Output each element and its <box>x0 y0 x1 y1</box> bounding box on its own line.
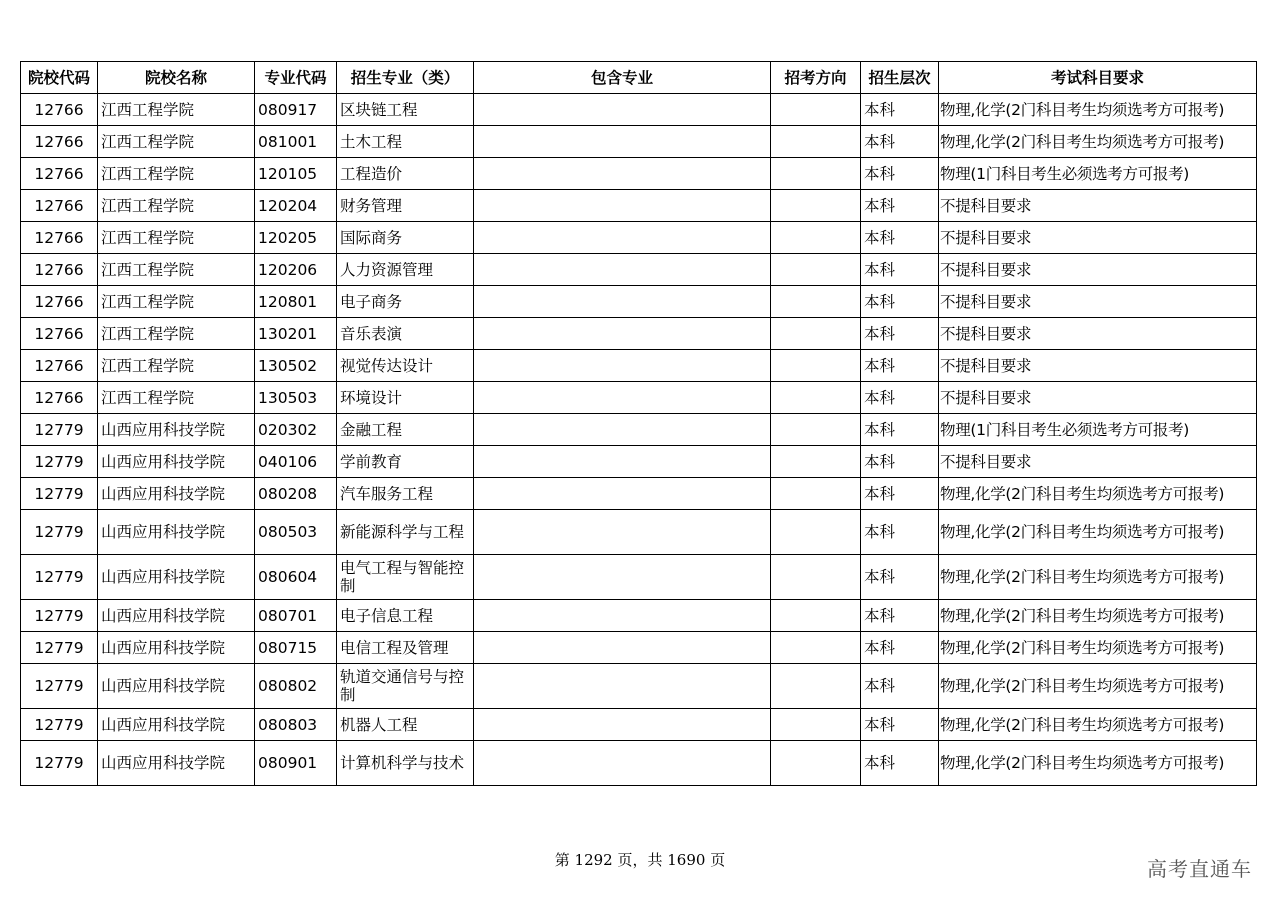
cell-major-code: 080208 <box>255 478 337 510</box>
cell-school-code: 12779 <box>21 555 98 600</box>
cell-school-name: 山西应用科技学院 <box>98 632 255 664</box>
cell-included-majors <box>474 709 771 741</box>
cell-major-code: 120205 <box>255 222 337 254</box>
cell-direction <box>771 632 861 664</box>
cell-requirement: 物理,化学(2门科目考生均须选考方可报考) <box>939 664 1257 709</box>
cell-level: 本科 <box>861 446 939 478</box>
cell-level: 本科 <box>861 222 939 254</box>
cell-major: 财务管理 <box>337 190 474 222</box>
cell-included-majors <box>474 446 771 478</box>
cell-school-name: 江西工程学院 <box>98 158 255 190</box>
header-major-code: 专业代码 <box>255 62 337 94</box>
table-row <box>21 555 1257 600</box>
header-included-majors: 包含专业 <box>474 62 771 94</box>
cell-major-code: 040106 <box>255 446 337 478</box>
cell-included-majors <box>474 126 771 158</box>
cell-level: 本科 <box>861 555 939 600</box>
table-row <box>21 158 1257 190</box>
cell-school-name: 江西工程学院 <box>98 318 255 350</box>
table-row <box>21 222 1257 254</box>
cell-requirement: 不提科目要求 <box>939 446 1257 478</box>
cell-school-code: 12779 <box>21 664 98 709</box>
cell-school-code: 12779 <box>21 446 98 478</box>
header-requirement: 考试科目要求 <box>939 62 1257 94</box>
cell-major: 电气工程与智能控制 <box>337 555 474 600</box>
header-school-name: 院校名称 <box>98 62 255 94</box>
cell-school-name: 江西工程学院 <box>98 254 255 286</box>
cell-included-majors <box>474 510 771 555</box>
table-row <box>21 478 1257 510</box>
cell-major: 新能源科学与工程 <box>337 510 474 555</box>
cell-included-majors <box>474 286 771 318</box>
cell-requirement: 物理(1门科目考生必须选考方可报考) <box>939 414 1257 446</box>
cell-major-code: 120206 <box>255 254 337 286</box>
cell-requirement: 不提科目要求 <box>939 318 1257 350</box>
cell-included-majors <box>474 555 771 600</box>
cell-requirement: 物理,化学(2门科目考生均须选考方可报考) <box>939 709 1257 741</box>
cell-direction <box>771 254 861 286</box>
cell-requirement: 物理,化学(2门科目考生均须选考方可报考) <box>939 478 1257 510</box>
table-body <box>21 94 1257 786</box>
cell-major: 电子信息工程 <box>337 600 474 632</box>
cell-level: 本科 <box>861 600 939 632</box>
cell-direction <box>771 741 861 786</box>
cell-level: 本科 <box>861 709 939 741</box>
cell-direction <box>771 286 861 318</box>
cell-requirement: 物理,化学(2门科目考生均须选考方可报考) <box>939 600 1257 632</box>
cell-major: 机器人工程 <box>337 709 474 741</box>
cell-direction <box>771 510 861 555</box>
cell-requirement: 物理,化学(2门科目考生均须选考方可报考) <box>939 510 1257 555</box>
table-row <box>21 286 1257 318</box>
cell-included-majors <box>474 600 771 632</box>
cell-level: 本科 <box>861 664 939 709</box>
cell-direction <box>771 94 861 126</box>
cell-major-code: 080715 <box>255 632 337 664</box>
cell-direction <box>771 350 861 382</box>
cell-level: 本科 <box>861 382 939 414</box>
cell-major-code: 080701 <box>255 600 337 632</box>
cell-included-majors <box>474 478 771 510</box>
cell-direction <box>771 555 861 600</box>
watermark: 高考直通车 <box>1147 857 1252 881</box>
table-row <box>21 126 1257 158</box>
cell-included-majors <box>474 664 771 709</box>
cell-major: 音乐表演 <box>337 318 474 350</box>
table-row <box>21 382 1257 414</box>
cell-school-name: 山西应用科技学院 <box>98 741 255 786</box>
cell-direction <box>771 709 861 741</box>
cell-school-name: 山西应用科技学院 <box>98 555 255 600</box>
cell-direction <box>771 126 861 158</box>
cell-major: 电子商务 <box>337 286 474 318</box>
cell-included-majors <box>474 382 771 414</box>
cell-level: 本科 <box>861 126 939 158</box>
cell-requirement: 不提科目要求 <box>939 190 1257 222</box>
cell-included-majors <box>474 741 771 786</box>
cell-school-code: 12766 <box>21 318 98 350</box>
table-row <box>21 318 1257 350</box>
table-header-row <box>21 62 1257 94</box>
cell-major-code: 080604 <box>255 555 337 600</box>
table-row <box>21 446 1257 478</box>
cell-major: 环境设计 <box>337 382 474 414</box>
table-row <box>21 510 1257 555</box>
cell-included-majors <box>474 94 771 126</box>
cell-requirement: 物理,化学(2门科目考生均须选考方可报考) <box>939 126 1257 158</box>
cell-school-code: 12779 <box>21 741 98 786</box>
cell-level: 本科 <box>861 478 939 510</box>
cell-requirement: 不提科目要求 <box>939 350 1257 382</box>
admission-table <box>20 61 1257 786</box>
cell-level: 本科 <box>861 414 939 446</box>
table-row <box>21 414 1257 446</box>
cell-school-name: 山西应用科技学院 <box>98 510 255 555</box>
cell-included-majors <box>474 350 771 382</box>
cell-major-code: 120105 <box>255 158 337 190</box>
cell-school-name: 江西工程学院 <box>98 126 255 158</box>
cell-included-majors <box>474 222 771 254</box>
cell-major-code: 130201 <box>255 318 337 350</box>
cell-school-name: 江西工程学院 <box>98 222 255 254</box>
cell-school-name: 山西应用科技学院 <box>98 709 255 741</box>
cell-school-name: 山西应用科技学院 <box>98 414 255 446</box>
cell-requirement: 物理,化学(2门科目考生均须选考方可报考) <box>939 741 1257 786</box>
cell-level: 本科 <box>861 158 939 190</box>
cell-direction <box>771 446 861 478</box>
table-row <box>21 632 1257 664</box>
cell-level: 本科 <box>861 254 939 286</box>
cell-school-code: 12766 <box>21 190 98 222</box>
cell-direction <box>771 158 861 190</box>
cell-major: 国际商务 <box>337 222 474 254</box>
cell-school-name: 山西应用科技学院 <box>98 600 255 632</box>
cell-major: 工程造价 <box>337 158 474 190</box>
header-level: 招生层次 <box>861 62 939 94</box>
cell-school-code: 12766 <box>21 222 98 254</box>
cell-included-majors <box>474 414 771 446</box>
table-row <box>21 94 1257 126</box>
cell-school-name: 山西应用科技学院 <box>98 446 255 478</box>
cell-major: 土木工程 <box>337 126 474 158</box>
cell-school-name: 江西工程学院 <box>98 350 255 382</box>
cell-major: 学前教育 <box>337 446 474 478</box>
cell-major-code: 080917 <box>255 94 337 126</box>
cell-requirement: 不提科目要求 <box>939 222 1257 254</box>
table-row <box>21 741 1257 786</box>
cell-level: 本科 <box>861 286 939 318</box>
cell-major-code: 130502 <box>255 350 337 382</box>
cell-included-majors <box>474 318 771 350</box>
cell-school-code: 12766 <box>21 350 98 382</box>
cell-school-code: 12779 <box>21 478 98 510</box>
cell-level: 本科 <box>861 510 939 555</box>
header-school-code: 院校代码 <box>21 62 98 94</box>
table-row <box>21 664 1257 709</box>
cell-school-name: 山西应用科技学院 <box>98 478 255 510</box>
cell-included-majors <box>474 190 771 222</box>
cell-requirement: 物理,化学(2门科目考生均须选考方可报考) <box>939 94 1257 126</box>
cell-school-code: 12766 <box>21 382 98 414</box>
table-row <box>21 190 1257 222</box>
header-direction: 招考方向 <box>771 62 861 94</box>
table-row <box>21 709 1257 741</box>
cell-direction <box>771 664 861 709</box>
cell-major-code: 080802 <box>255 664 337 709</box>
cell-major: 区块链工程 <box>337 94 474 126</box>
cell-school-code: 12779 <box>21 600 98 632</box>
cell-major-code: 080901 <box>255 741 337 786</box>
cell-school-name: 江西工程学院 <box>98 94 255 126</box>
cell-included-majors <box>474 632 771 664</box>
cell-requirement: 物理,化学(2门科目考生均须选考方可报考) <box>939 632 1257 664</box>
cell-school-code: 12766 <box>21 158 98 190</box>
cell-school-code: 12779 <box>21 709 98 741</box>
cell-included-majors <box>474 254 771 286</box>
cell-requirement: 不提科目要求 <box>939 382 1257 414</box>
cell-school-code: 12779 <box>21 510 98 555</box>
cell-school-name: 江西工程学院 <box>98 190 255 222</box>
cell-major-code: 080503 <box>255 510 337 555</box>
cell-major-code: 020302 <box>255 414 337 446</box>
cell-level: 本科 <box>861 350 939 382</box>
table-row <box>21 254 1257 286</box>
cell-direction <box>771 190 861 222</box>
cell-school-name: 江西工程学院 <box>98 286 255 318</box>
cell-major-code: 080803 <box>255 709 337 741</box>
cell-major: 轨道交通信号与控制 <box>337 664 474 709</box>
table-row <box>21 600 1257 632</box>
table-row <box>21 350 1257 382</box>
page-number: 第 1292 页，共 1690 页 <box>554 851 726 869</box>
header-major: 招生专业（类） <box>337 62 474 94</box>
cell-direction <box>771 478 861 510</box>
cell-major: 计算机科学与技术 <box>337 741 474 786</box>
cell-school-code: 12766 <box>21 254 98 286</box>
cell-school-code: 12766 <box>21 286 98 318</box>
cell-requirement: 物理,化学(2门科目考生均须选考方可报考) <box>939 555 1257 600</box>
cell-school-code: 12766 <box>21 94 98 126</box>
cell-major: 汽车服务工程 <box>337 478 474 510</box>
cell-school-code: 12779 <box>21 414 98 446</box>
cell-major: 人力资源管理 <box>337 254 474 286</box>
cell-major-code: 120801 <box>255 286 337 318</box>
cell-direction <box>771 222 861 254</box>
cell-school-code: 12779 <box>21 632 98 664</box>
cell-level: 本科 <box>861 190 939 222</box>
cell-major: 电信工程及管理 <box>337 632 474 664</box>
cell-direction <box>771 600 861 632</box>
cell-level: 本科 <box>861 632 939 664</box>
cell-requirement: 不提科目要求 <box>939 286 1257 318</box>
cell-major-code: 120204 <box>255 190 337 222</box>
cell-level: 本科 <box>861 741 939 786</box>
cell-school-code: 12766 <box>21 126 98 158</box>
cell-major: 视觉传达设计 <box>337 350 474 382</box>
cell-included-majors <box>474 158 771 190</box>
cell-major-code: 081001 <box>255 126 337 158</box>
cell-direction <box>771 318 861 350</box>
cell-level: 本科 <box>861 94 939 126</box>
cell-major-code: 130503 <box>255 382 337 414</box>
cell-major: 金融工程 <box>337 414 474 446</box>
cell-school-name: 江西工程学院 <box>98 382 255 414</box>
cell-direction <box>771 414 861 446</box>
cell-school-name: 山西应用科技学院 <box>98 664 255 709</box>
cell-direction <box>771 382 861 414</box>
cell-requirement: 物理(1门科目考生必须选考方可报考) <box>939 158 1257 190</box>
cell-requirement: 不提科目要求 <box>939 254 1257 286</box>
cell-level: 本科 <box>861 318 939 350</box>
